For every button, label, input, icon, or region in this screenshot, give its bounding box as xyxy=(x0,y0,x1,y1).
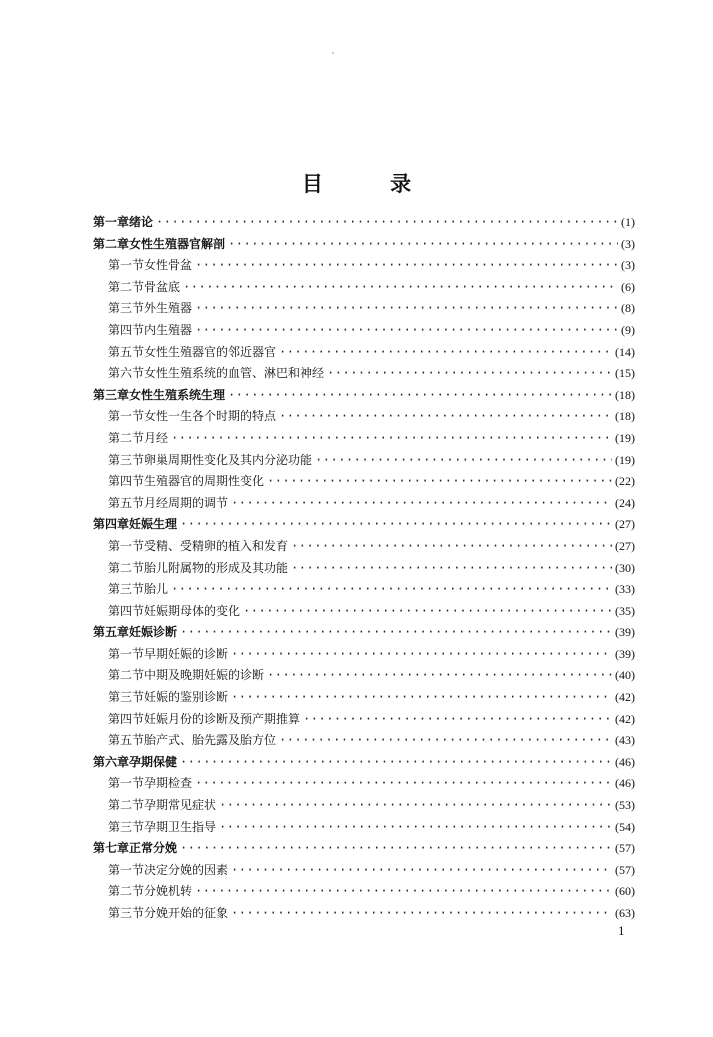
toc-entry-page: (42) xyxy=(615,711,635,726)
toc-entry-number: 第一节 xyxy=(108,646,145,661)
toc-entry-number: 第五节 xyxy=(108,733,145,748)
dot-leader xyxy=(231,860,612,882)
toc-entry-page: (42) xyxy=(615,690,635,705)
toc-entry-number: 第三节 xyxy=(108,906,145,920)
dot-leader xyxy=(267,471,612,493)
toc-entry-page: (46) xyxy=(615,754,635,769)
toc-entry-title: 女性一生各个时期的特点 xyxy=(144,409,277,424)
toc-entry-page: (18) xyxy=(615,387,635,402)
toc-entry-number: 第六章 xyxy=(93,754,130,769)
toc-entry-title: 外生殖器 xyxy=(144,301,193,316)
toc-entry-number: 第七章 xyxy=(93,841,130,856)
toc-entry-number: 第一节 xyxy=(108,258,145,273)
toc-entry-number: 第二节 xyxy=(108,668,145,683)
toc-entry-title: 孕期卫生指导 xyxy=(144,819,217,834)
toc-entry-number: 第二章 xyxy=(93,236,130,251)
dot-leader xyxy=(156,212,618,234)
toc-section-row xyxy=(93,709,635,731)
toc-entry-page: (30) xyxy=(615,560,635,575)
dot-leader xyxy=(228,234,618,256)
toc-entry-page: (19) xyxy=(615,452,635,467)
toc-entry-page: (24) xyxy=(615,495,635,510)
toc-entry-number: 第四节 xyxy=(108,322,145,337)
toc-entry-page: (35) xyxy=(615,603,635,618)
toc-entry-title: 受精、受精卵的植入和发育 xyxy=(144,538,289,553)
toc-section-row xyxy=(93,795,635,817)
toc-entry-number: 第二节 xyxy=(108,430,145,445)
toc-entry-page: (27) xyxy=(615,517,635,532)
toc-entry-page: (3) xyxy=(621,258,635,273)
toc-section-row xyxy=(93,450,635,472)
toc-entry-title: 女性生殖系统生理 xyxy=(129,387,226,402)
toc-entry-page: (54) xyxy=(615,819,635,834)
toc-entry-page: (33) xyxy=(615,582,635,597)
toc-entry-title: 胎产式、胎先露及胎方位 xyxy=(144,733,277,748)
toc-section-row xyxy=(93,536,635,558)
page-number: 1 xyxy=(618,923,625,938)
toc-entry-title: 中期及晚期妊娠的诊断 xyxy=(144,668,265,683)
toc-chapter-row xyxy=(93,212,635,234)
dot-leader xyxy=(231,493,612,515)
toc-entry-number: 第三节 xyxy=(108,690,145,705)
toc-section-row xyxy=(93,493,635,515)
toc-chapter-row xyxy=(93,385,635,407)
dot-leader xyxy=(279,730,612,752)
toc-entry-number: 第六节 xyxy=(108,366,145,381)
toc-entry-title: 分娩开始的征象 xyxy=(144,906,229,920)
dot-leader xyxy=(267,665,612,687)
toc-section-row xyxy=(93,665,635,687)
toc-section-row xyxy=(93,687,635,709)
toc-entry-page: (60) xyxy=(615,884,635,899)
toc-section-row xyxy=(93,277,635,299)
toc-entry-title: 女性生殖器官的邻近器官 xyxy=(144,344,277,359)
toc-section-row xyxy=(93,817,635,839)
toc-entry-number: 第三章 xyxy=(93,387,130,402)
toc-entry-title: 女性生殖系统的血管、淋巴和神经 xyxy=(144,366,325,381)
dot-leader xyxy=(291,558,612,580)
toc-section-row xyxy=(93,298,635,320)
toc-chapter-row xyxy=(93,234,635,256)
toc-entry-number: 第一节 xyxy=(108,409,145,424)
toc-entry-number: 第二节 xyxy=(108,798,145,813)
dot-leader xyxy=(195,773,612,795)
toc-entry-title: 分娩机转 xyxy=(144,884,193,899)
toc-entry-title: 内生殖器 xyxy=(144,322,193,337)
toc-entry-number: 第五章 xyxy=(93,625,130,640)
toc-entry-page: (18) xyxy=(615,409,635,424)
toc-entry-number: 第五节 xyxy=(108,495,145,510)
toc-entry-number: 第一节 xyxy=(108,862,145,877)
toc-entry-title: 女性骨盆 xyxy=(144,258,193,273)
toc-entry-number: 第一节 xyxy=(108,538,145,553)
toc-entry-number: 第四章 xyxy=(93,517,130,532)
toc-entry-title: 妊娠诊断 xyxy=(129,625,178,640)
toc-entry-page: (53) xyxy=(615,798,635,813)
toc-entry-number: 第二节 xyxy=(108,279,145,294)
dot-leader xyxy=(219,795,612,817)
dot-leader xyxy=(180,752,612,774)
toc-entry-page: (43) xyxy=(615,733,635,748)
toc-entry-number: 第二节 xyxy=(108,560,145,575)
dot-leader xyxy=(243,601,612,623)
toc-entry-title: 月经周期的调节 xyxy=(144,495,229,510)
toc-section-row xyxy=(93,730,635,752)
toc-entry-page: (46) xyxy=(615,776,635,791)
toc-section-row xyxy=(93,363,635,385)
toc-entry-title: 妊娠的鉴别诊断 xyxy=(144,690,229,705)
dot-leader xyxy=(180,622,612,644)
dot-leader xyxy=(303,709,612,731)
dot-leader xyxy=(195,881,612,903)
toc-chapter-row xyxy=(93,752,635,774)
toc-section-row xyxy=(93,320,635,342)
toc-entry-page: (19) xyxy=(615,430,635,445)
dot-leader xyxy=(171,428,612,450)
toc-entry-number: 第五节 xyxy=(108,344,145,359)
toc-entry-number: 第四节 xyxy=(108,474,145,489)
toc-entry-title: 孕期常见症状 xyxy=(144,798,217,813)
toc-section-row xyxy=(93,255,635,277)
toc-entry-title: 妊娠生理 xyxy=(129,517,178,532)
toc-entry-title: 早期妊娠的诊断 xyxy=(144,646,229,661)
toc-entry-number: 第二节 xyxy=(108,884,145,899)
toc-entry-number: 第三节 xyxy=(108,452,145,467)
toc-section-row xyxy=(93,601,635,623)
dot-leader xyxy=(195,255,618,277)
toc-entry-number: 第一章 xyxy=(93,215,130,229)
toc-entry-number: 第三节 xyxy=(108,301,145,316)
toc-entry-title: 月经 xyxy=(144,430,169,445)
toc-entry-title: 胎儿附属物的形成及其功能 xyxy=(144,560,289,575)
toc-entry-title: 孕期检查 xyxy=(144,776,193,791)
toc-entry-title: 骨盆底 xyxy=(144,279,181,294)
dot-leader xyxy=(183,277,618,299)
toc-entry-number: 第三节 xyxy=(108,819,145,834)
toc-entry-page: (6) xyxy=(621,279,635,294)
dot-leader xyxy=(231,644,612,666)
scan-speck xyxy=(332,52,334,54)
toc-entry-title: 卵巢周期性变化及其内分泌功能 xyxy=(144,452,313,467)
toc-entry-title: 胎儿 xyxy=(144,582,169,597)
dot-leader xyxy=(327,363,612,385)
toc-chapter-row xyxy=(93,622,635,644)
toc-entry-title: 妊娠月份的诊断及预产期推算 xyxy=(144,711,301,726)
toc-chapter-row xyxy=(93,514,635,536)
toc-entry-page: (27) xyxy=(615,538,635,553)
table-of-contents xyxy=(93,212,635,925)
dot-leader xyxy=(315,450,612,472)
toc-section-row xyxy=(93,428,635,450)
toc-entry-title: 绪论 xyxy=(129,215,154,229)
toc-entry-page: (40) xyxy=(615,668,635,683)
dot-leader xyxy=(291,536,612,558)
toc-entry-title: 女性生殖器官解剖 xyxy=(129,236,226,251)
toc-entry-number: 第四节 xyxy=(108,603,145,618)
dot-leader xyxy=(219,817,612,839)
dot-leader xyxy=(279,406,612,428)
toc-section-row xyxy=(93,558,635,580)
toc-entry-title: 正常分娩 xyxy=(129,841,178,856)
dot-leader xyxy=(171,579,612,601)
toc-section-row xyxy=(93,773,635,795)
dot-leader xyxy=(195,320,618,342)
toc-entry-page: (14) xyxy=(615,344,635,359)
toc-entry-page: (9) xyxy=(621,322,635,337)
dot-leader xyxy=(195,298,618,320)
dot-leader xyxy=(231,903,612,925)
toc-section-row xyxy=(93,579,635,601)
toc-section-row xyxy=(93,903,635,925)
toc-entry-title: 妊娠期母体的变化 xyxy=(144,603,241,618)
dot-leader xyxy=(180,514,612,536)
toc-section-row xyxy=(93,881,635,903)
toc-entry-title: 孕期保健 xyxy=(129,754,178,769)
toc-entry-page: (57) xyxy=(615,862,635,877)
toc-section-row xyxy=(93,406,635,428)
toc-entry-title: 决定分娩的因素 xyxy=(144,862,229,877)
toc-entry-page: (57) xyxy=(615,841,635,856)
toc-section-row xyxy=(93,644,635,666)
dot-leader xyxy=(231,687,612,709)
dot-leader xyxy=(180,838,612,860)
toc-entry-page: (39) xyxy=(615,625,635,640)
dot-leader xyxy=(228,385,612,407)
toc-section-row xyxy=(93,860,635,882)
toc-section-row xyxy=(93,342,635,364)
dot-leader xyxy=(279,342,612,364)
toc-entry-page: (63) xyxy=(615,906,635,920)
toc-entry-page: (1) xyxy=(621,215,635,229)
page-title: 目 录 xyxy=(301,172,442,196)
toc-entry-number: 第四节 xyxy=(108,711,145,726)
toc-entry-page: (22) xyxy=(615,474,635,489)
toc-section-row xyxy=(93,471,635,493)
toc-entry-number: 第三节 xyxy=(108,582,145,597)
toc-entry-number: 第一节 xyxy=(108,776,145,791)
toc-entry-title: 生殖器官的周期性变化 xyxy=(144,474,265,489)
toc-entry-page: (8) xyxy=(621,301,635,316)
toc-entry-page: (15) xyxy=(615,366,635,381)
toc-entry-page: (39) xyxy=(615,646,635,661)
toc-chapter-row xyxy=(93,838,635,860)
toc-entry-page: (3) xyxy=(621,236,635,251)
